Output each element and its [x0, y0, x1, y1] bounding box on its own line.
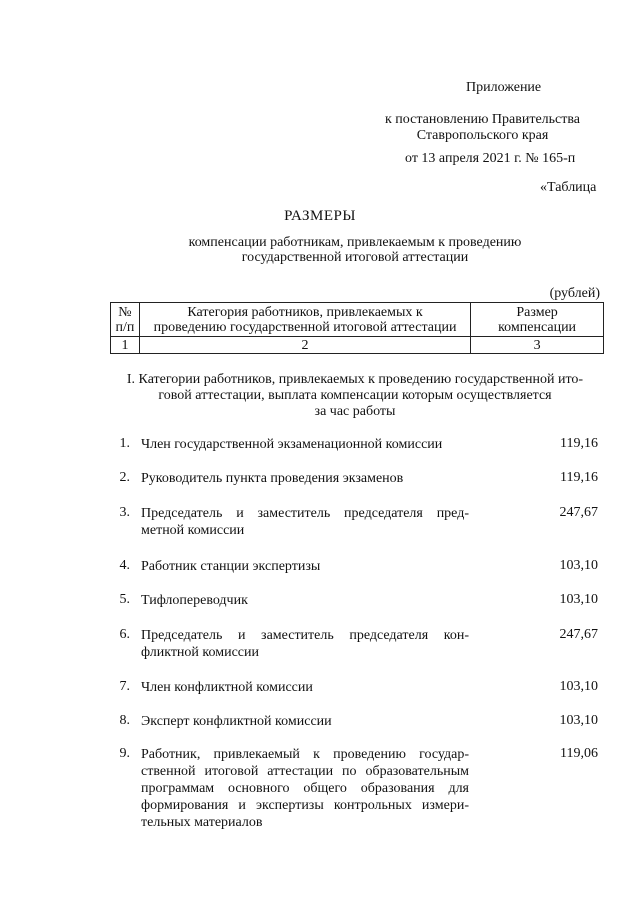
header-table: [110, 302, 604, 354]
resolution-date-number: от 13 апреля 2021 г. № 165-п: [405, 151, 576, 166]
list-item-category: [141, 713, 469, 730]
list-item-number: 1.: [119, 436, 130, 451]
list-item-category-line: Работник станции экспертизы: [141, 559, 321, 574]
list-item-category: [141, 558, 469, 575]
list-item-number: 4.: [119, 558, 130, 573]
list-item-category-line: ственной итоговой аттестации по образовательным: [141, 764, 469, 779]
units-label: (рублей): [549, 286, 600, 301]
resolution-line-2: Ставропольского края: [416, 128, 549, 143]
list-item-category-line: Тифлопереводчик: [141, 593, 248, 608]
table-label: «Таблица: [540, 180, 597, 195]
list-item-amount: 247,67: [559, 505, 598, 520]
document-title: РАЗМЕРЫ: [284, 208, 356, 224]
list-item-amount: 103,10: [559, 679, 598, 694]
column-number-2: 2: [139, 337, 470, 354]
list-item-amount: 103,10: [559, 592, 598, 607]
list-item-category-line: Руководитель пункта проведения экзаменов: [141, 471, 404, 486]
list-item-category-line: формирования и экспертизы контрольных измери-: [141, 798, 469, 813]
list-item-category-line: Член государственной экзаменационной комиссии: [141, 437, 443, 452]
list-item-category-line: Председатель и заместитель председателя кон-: [141, 628, 469, 643]
list-item-number: 9.: [119, 746, 130, 761]
list-item-category-line: Член конфликтной комиссии: [141, 680, 313, 695]
header-cell-amount: Размер компенсации: [471, 303, 604, 337]
list-item-category: [141, 436, 469, 453]
resolution-reference: [360, 112, 605, 144]
list-item-category: [141, 679, 469, 696]
list-item-amount: 247,67: [559, 627, 598, 642]
list-item-category: [141, 627, 469, 661]
appendix-label: Приложение: [466, 80, 542, 95]
list-item-category: [141, 746, 469, 831]
list-item-category-line: фликтной комиссии: [141, 645, 260, 660]
column-number-3: 3: [471, 337, 604, 354]
list-item-amount: 119,06: [560, 746, 598, 761]
header-cell-number: № п/п: [111, 303, 140, 337]
subtitle-line-2: государственной итоговой аттестации: [241, 250, 469, 265]
section-line-3: за час работы: [314, 404, 396, 419]
list-item-number: 8.: [119, 713, 130, 728]
list-item-category-line: тельных материалов: [141, 815, 263, 830]
list-item-category-line: программам основного общего образования для: [141, 781, 469, 796]
list-item-category-line: Председатель и заместитель председателя пред-: [141, 506, 469, 521]
table-column-numbers-row: [111, 337, 604, 354]
list-item-category: [141, 470, 469, 487]
column-number-1: 1: [111, 337, 140, 354]
subtitle-line-1: компенсации работникам, привлекаемым к проведению: [188, 235, 522, 250]
section-heading: [100, 372, 610, 420]
list-item-amount: 119,16: [560, 436, 598, 451]
list-item-number: 7.: [119, 679, 130, 694]
list-item-number: 6.: [119, 627, 130, 642]
list-item-number: 5.: [119, 592, 130, 607]
list-item-amount: 103,10: [559, 713, 598, 728]
list-item-number: 2.: [119, 470, 130, 485]
list-item-category: [141, 505, 469, 539]
list-item-category-line: Эксперт конфликтной комиссии: [141, 714, 332, 729]
document-subtitle: [140, 235, 570, 265]
section-line-2: говой аттестации, выплата компенсации которым осуществляется: [158, 388, 552, 403]
list-item-category: [141, 592, 469, 609]
list-item-category-line: Работник, привлекаемый к проведению государ-: [141, 747, 469, 762]
resolution-line-1: к постановлению Правительства: [384, 112, 581, 127]
table-header-row: [111, 303, 604, 337]
list-item-number: 3.: [119, 505, 130, 520]
section-line-1: I. Категории работников, привлекаемых к проведению государственной ито-: [126, 372, 584, 387]
list-item-category-line: метной комиссии: [141, 523, 245, 538]
list-item-amount: 103,10: [559, 558, 598, 573]
header-cell-category: Категория работников, привлекаемых к проведению государственной итоговой аттестации: [139, 303, 470, 337]
list-item-amount: 119,16: [560, 470, 598, 485]
